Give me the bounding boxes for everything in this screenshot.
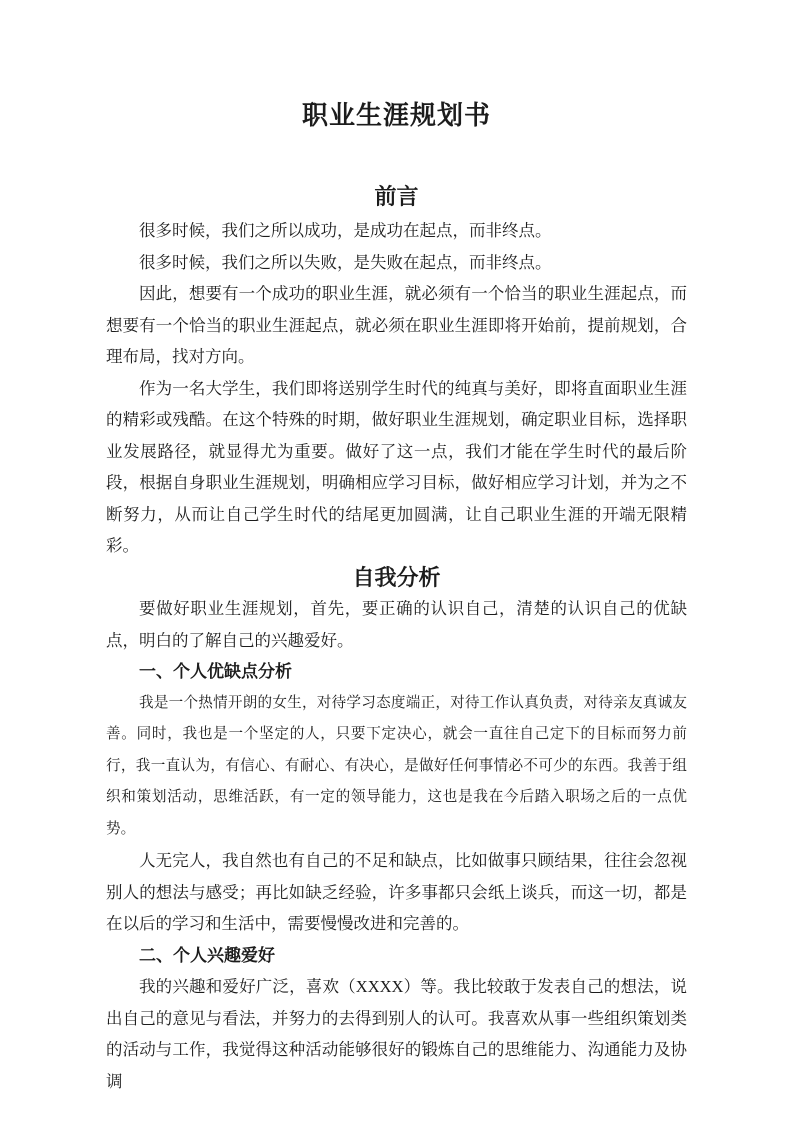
- self-analysis-heading: 自我分析: [352, 564, 441, 590]
- subheading-interests-hobbies: 二、个人兴趣爱好: [139, 945, 275, 965]
- preface-paragraph-2: 很多时候，我们之所以失败，是失败在起点，而非终点。: [139, 252, 552, 272]
- strengths-weaknesses-paragraph-1: 我是一个热情开朗的女生，对待学习态度端正，对待工作认真负责，对待亲友真诚友善。同时，我也是一个坚定的人，只要下定决心，就会一直往自己定下的目标而努力前行，我一直认为，有信心、有耐心、有决心，是做好任何事情必不可少的东西。我善于组织和策划活动，思维活跃，有一定的领导能力，这也是我在今后踏入职场之后的一点优势。: [106, 694, 687, 837]
- preface-paragraph-1: 很多时候，我们之所以成功，是成功在起点，而非终点。: [139, 221, 552, 240]
- preface-paragraph-4: 作为一名大学生，我们即将送别学生时代的纯真与美好，即将直面职业生涯的精彩或残酷。在这个特殊的时期，做好职业生涯规划，确定职业目标，选择职业发展路径，就显得尤为重要。做好了这一点，我们才能在学生时代的最后阶段，根据自身职业生涯规划，明确相应学习目标，做好相应学习计划，并为之不断努力，从而让自己学生时代的结尾更加圆满，让自己职业生涯的开端无限精彩。: [106, 378, 687, 555]
- strengths-weaknesses-paragraph-2: 人无完人，我自然也有自己的不足和缺点，比如做事只顾结果，往往会忽视别人的想法与感受；再比如缺乏经验，许多事都只会纸上谈兵，而这一切，都是在以后的学习和生活中，需要慢慢改进和完善的。: [106, 851, 687, 933]
- interests-hobbies-paragraph-1: 我的兴趣和爱好广泛，喜欢（XXXX）等。我比较敢于发表自己的想法，说出自己的意见与看法，并努力的去得到别人的认可。我喜欢从事一些组织策划类的活动与工作，我觉得这种活动能够很好的锻炼自己的思维能力、沟通能力及协调: [106, 977, 687, 1091]
- document-title: 职业生涯规划书: [301, 101, 491, 130]
- subheading-strengths-weaknesses: 一、个人优缺点分析: [139, 662, 292, 681]
- preface-heading: 前言: [374, 184, 419, 209]
- preface-paragraph-3: 因此，想要有一个成功的职业生涯，就必须有一个恰当的职业生涯起点，而想要有一个恰当的职业生涯起点，就必须在职业生涯即将开始前，提前规划，合理布局，找对方向。: [106, 284, 687, 366]
- self-analysis-intro-paragraph: 要做好职业生涯规划，首先，要正确的认识自己，清楚的认识自己的优缺点，明白的了解自己的兴趣爱好。: [106, 599, 687, 650]
